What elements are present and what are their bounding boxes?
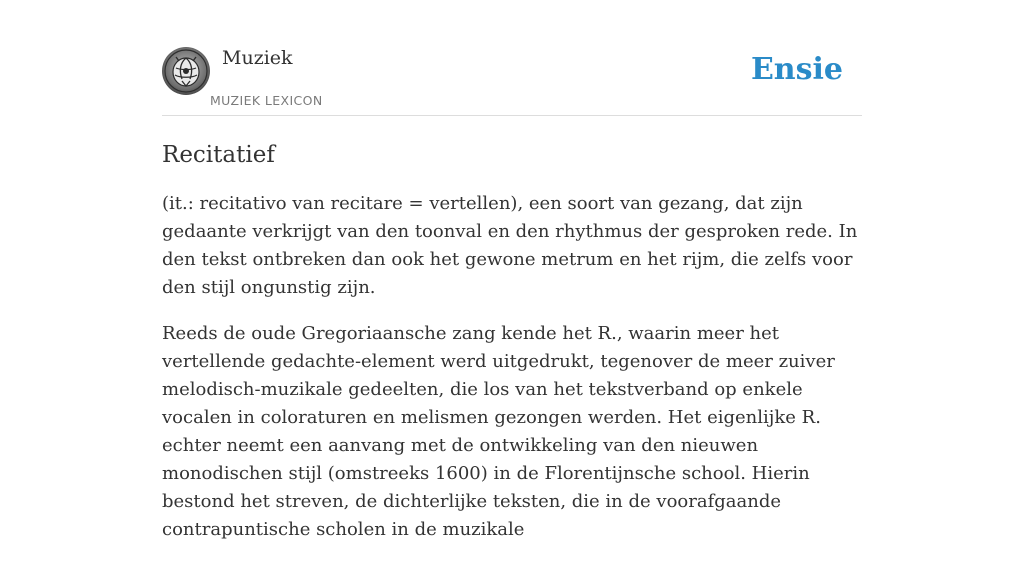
music-emblem-icon [162,47,210,95]
article-title: Recitatief [162,142,275,168]
source-avatar[interactable] [162,47,210,95]
article-paragraph: (it.: recitativo van recitare = vertellen), een soort van gezang, dat zijn gedaante verkrijgt van den toonval en den rhythmus der gesproken rede. In den tekst ontbreken dan ook het gewone metrum en het rijm, die zelfs voor den stijl ongunstig zijn. [162,193,858,298]
brand-logo[interactable]: Ensie [750,52,843,87]
source-subtitle[interactable]: MUZIEK LEXICON [210,93,323,108]
source-name[interactable]: Muziek [222,47,293,69]
article-paragraph: Reeds de oude Gregoriaansche zang kende het R., waarin meer het vertellende gedachte-element werd uitgedrukt, tegenover de meer zuiver melodisch-muzikale gedeelten, die los van het tekstverband op enkele vocalen in coloraturen en melismen gezongen werden. Het eigenlijke R. echter neemt een aanvang met de ontwikkeling van den nieuwen monodischen stijl (omstreeks 1600) in de Florentijnsche school. Hierin bestond het streven, de dichterlijke teksten, die in de voorafgaande contrapuntische scholen in de muzikale [162,323,835,540]
article [162,138,862,562]
site-header [162,0,862,116]
